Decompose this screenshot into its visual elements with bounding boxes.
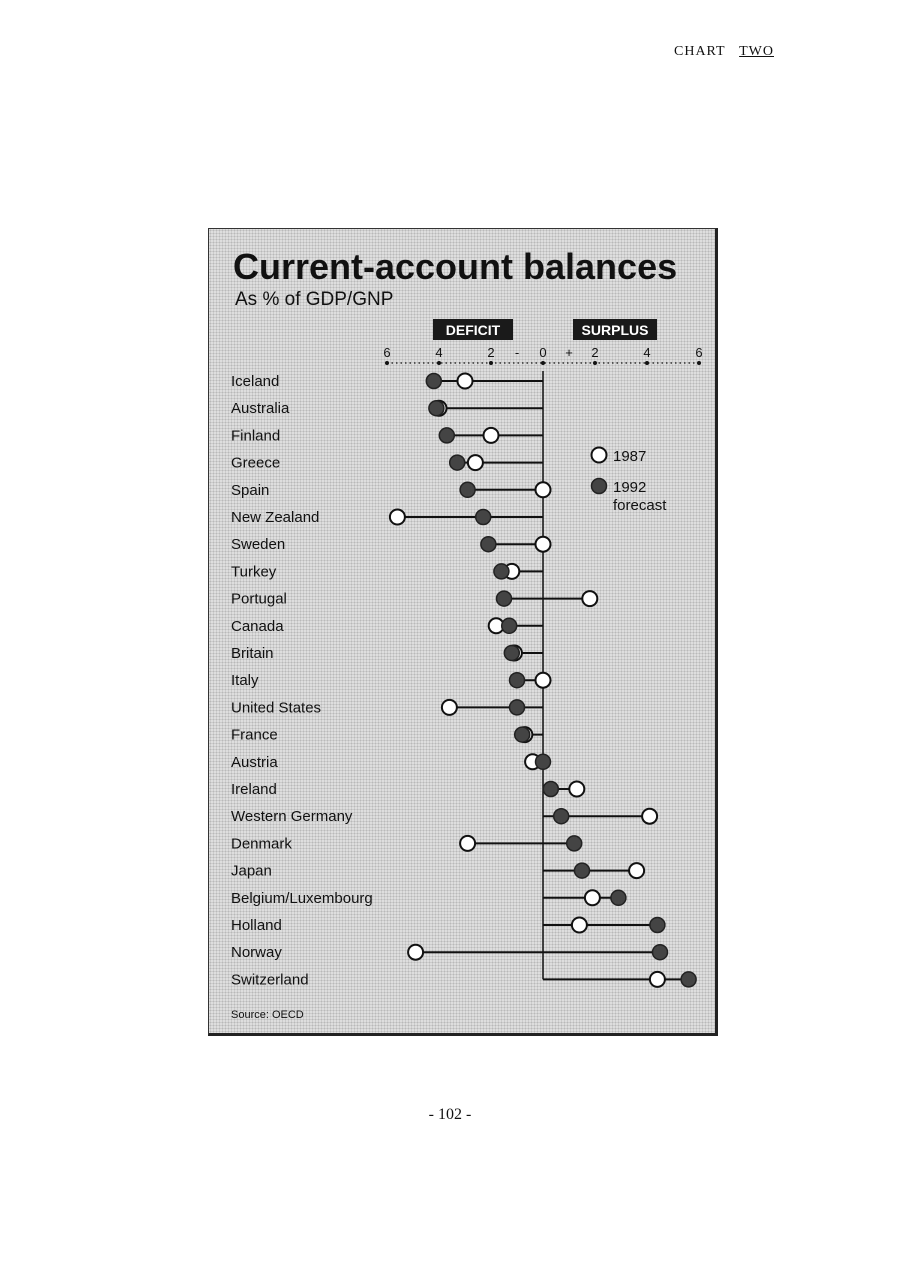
legend-1987-label: 1987 (613, 448, 647, 465)
country-label: Western Germany (231, 808, 353, 826)
marker-1992 (650, 918, 665, 933)
country-label: Ireland (231, 781, 277, 798)
country-label: France (231, 726, 278, 744)
country-label: Belgium/Luxembourg (231, 889, 373, 907)
marker-1992 (460, 482, 475, 497)
axis-tick-3 (541, 361, 545, 365)
marker-1992 (510, 700, 525, 715)
chart-heading (674, 44, 774, 60)
country-label: Norway (231, 944, 282, 962)
marker-1992 (476, 510, 491, 525)
country-label: Italy (231, 672, 259, 690)
marker-1987 (585, 890, 600, 905)
source-note: Source: OECD (231, 1009, 304, 1021)
country-label: Finland (231, 427, 281, 445)
axis-tick-label-5: 4 (643, 345, 651, 360)
chart-heading-word-two: TWO (739, 44, 774, 59)
marker-1992 (494, 564, 509, 579)
marker-1987 (536, 537, 551, 552)
axis-tick-2 (489, 361, 493, 365)
marker-1987 (536, 482, 551, 497)
marker-1987 (460, 836, 475, 851)
axis-tick-label-2: 2 (487, 345, 495, 360)
marker-1987 (442, 700, 457, 715)
country-label: Holland (231, 917, 282, 934)
axis-tick-6 (697, 361, 701, 365)
marker-1992 (481, 537, 496, 552)
chart-legend (592, 448, 668, 515)
country-label: Sweden (231, 536, 286, 554)
chart-panel (208, 228, 718, 1036)
axis-tick-label-0: 6 (383, 345, 391, 360)
marker-1987 (536, 673, 551, 688)
axis-tick-0 (385, 361, 389, 365)
marker-1987 (582, 591, 597, 606)
marker-1992 (510, 673, 525, 688)
marker-1987 (468, 455, 483, 470)
marker-1992 (554, 809, 569, 824)
country-label: Australia (231, 400, 290, 418)
marker-1992 (450, 455, 465, 470)
chart-title: Current-account balances (233, 246, 678, 287)
marker-1992 (575, 863, 590, 878)
country-label: Austria (231, 753, 278, 771)
marker-1992 (543, 782, 558, 797)
marker-1992 (426, 374, 441, 389)
marker-1987 (569, 782, 584, 797)
country-label: Japan (231, 862, 272, 880)
marker-1987 (572, 918, 587, 933)
page-number: - 102 - (428, 1106, 472, 1123)
marker-1992 (681, 972, 696, 987)
marker-1992 (429, 401, 444, 416)
axis-tick-1 (437, 361, 441, 365)
legend-1992-label: 1992 (613, 479, 647, 496)
marker-1987 (390, 510, 405, 525)
marker-1992 (567, 836, 582, 851)
marker-1992 (653, 945, 668, 960)
marker-1992 (515, 727, 530, 742)
marker-1992 (504, 646, 519, 661)
axis-plus-sign: + (565, 345, 573, 360)
axis-tick-4 (593, 361, 597, 365)
country-label: Spain (231, 481, 270, 499)
marker-1992 (611, 890, 626, 905)
dumbbell-chart (209, 229, 715, 1033)
marker-1992 (536, 754, 551, 769)
axis-tick-5 (645, 361, 649, 365)
country-label: New Zealand (231, 509, 320, 526)
marker-1992 (502, 618, 517, 633)
legend-forecast-label: forecast (613, 497, 667, 514)
marker-1987 (458, 374, 473, 389)
marker-1987 (642, 809, 657, 824)
chart-heading-word-chart: CHART (674, 44, 726, 59)
legend-open-marker (592, 448, 607, 463)
marker-1987 (650, 972, 665, 987)
surplus-label: SURPLUS (581, 322, 649, 338)
country-label: Switzerland (231, 971, 309, 989)
marker-1992 (439, 428, 454, 443)
country-label: Greece (231, 454, 281, 472)
marker-1987 (484, 428, 499, 443)
marker-1987 (408, 945, 423, 960)
axis-minus-sign: - (514, 345, 520, 360)
country-label: Portugal (231, 590, 287, 608)
deficit-label: DEFICIT (445, 322, 501, 338)
axis-tick-label-6: 6 (695, 345, 703, 360)
axis-tick-label-4: 2 (591, 345, 599, 360)
country-label: Canada (231, 617, 284, 635)
country-label: Turkey (231, 563, 277, 581)
marker-1992 (497, 591, 512, 606)
country-label: United States (231, 699, 322, 717)
legend-filled-marker (592, 479, 607, 494)
country-label: Iceland (231, 373, 280, 390)
chart-subtitle: As % of GDP/GNP (235, 289, 394, 310)
axis-tick-label-1: 4 (435, 345, 443, 360)
country-label: Denmark (231, 835, 292, 853)
axis-tick-label-3: 0 (539, 345, 547, 360)
country-label: Britain (231, 645, 274, 662)
marker-1987 (629, 863, 644, 878)
